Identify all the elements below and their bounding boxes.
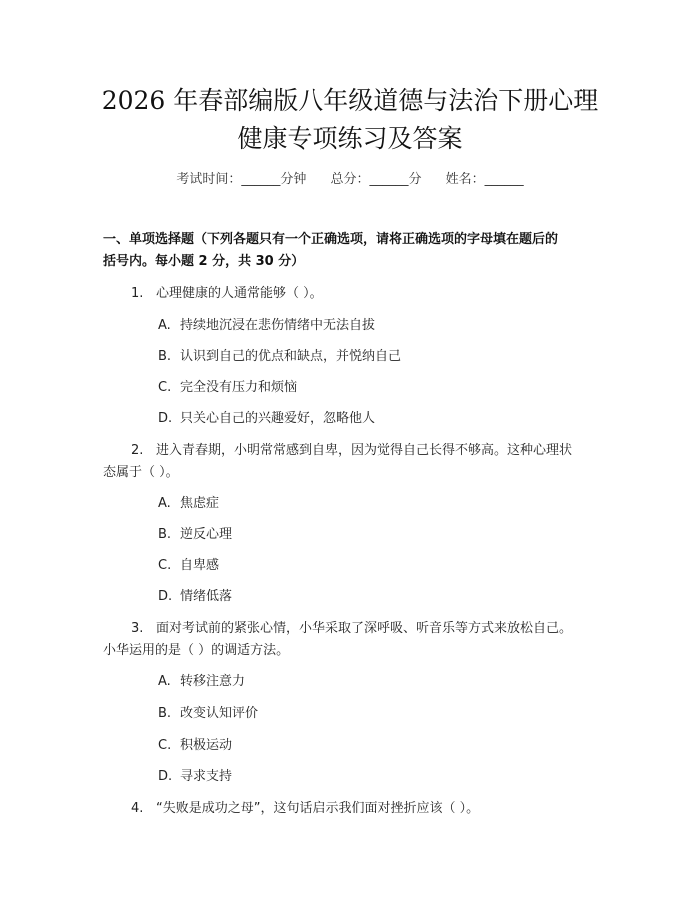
option-letter: A. (158, 674, 171, 689)
option-letter: D. (158, 769, 173, 784)
option-text: 认识到自己的优点和缺点，并悦纳自己 (180, 349, 402, 364)
question-number: 2. (131, 443, 144, 458)
section-heading-line1: 一、单项选择题（下列各题只有一个正确选项，请将正确选项的字母填在题后的 (103, 232, 559, 247)
question-number: 1. (131, 286, 144, 301)
option-letter: C. (158, 380, 172, 395)
option-text: 完全没有压力和烦恼 (180, 380, 298, 395)
option-letter: B. (158, 706, 172, 721)
option-text: 改变认知评价 (180, 706, 259, 721)
option-text: 持续地沉浸在悲伤情绪中无法自拔 (180, 318, 376, 333)
question-text: 面对考试前的紧张心情，小华采取了深呼吸、听音乐等方式来放松自己。 (156, 621, 573, 636)
option-text: 转移注意力 (180, 674, 246, 689)
option-text: 逆反心理 (180, 527, 233, 542)
exam-time-field: 考试时间：______分钟 (176, 172, 307, 187)
option-letter: C. (158, 738, 172, 753)
section-heading-line2: 括号内。每小题 2 分，共 30 分） (103, 254, 305, 269)
question-2-option-c (158, 556, 598, 576)
question-1-option-d (158, 409, 598, 429)
option-letter: D. (158, 411, 173, 426)
option-letter: A. (158, 318, 171, 333)
total-score-field: 总分：______分 (330, 172, 422, 187)
option-text: 情绪低落 (180, 589, 233, 604)
question-1-option-c (158, 378, 598, 398)
question-1-option-b (158, 347, 598, 367)
option-letter: B. (158, 527, 172, 542)
question-2-option-d (158, 587, 598, 607)
option-letter: D. (158, 589, 173, 604)
option-letter: C. (158, 558, 172, 573)
option-text: 自卑感 (180, 558, 220, 573)
question-number: 4. (131, 801, 144, 816)
question-number: 3. (131, 621, 144, 636)
option-text: 焦虑症 (180, 496, 220, 511)
question-text: “失败是成功之母”，这句话启示我们面对挫折应该（ ）。 (156, 801, 480, 816)
question-3 (103, 618, 600, 640)
question-3-option-d (158, 767, 598, 787)
question-1 (103, 283, 600, 305)
question-3-option-c (158, 736, 598, 756)
option-text: 只关心自己的兴趣爱好，忽略他人 (180, 411, 376, 426)
page-title-line1: 2026 年春部编版八年级道德与法治下册心理 (101, 86, 599, 115)
question-2-option-b (158, 525, 598, 545)
question-2-option-a (158, 494, 598, 514)
question-3-option-a (158, 672, 598, 692)
option-text: 寻求支持 (180, 769, 233, 784)
student-name-field: 姓名：______ (445, 172, 524, 187)
exam-meta (0, 168, 700, 187)
question-2-continued: 态属于（ ）。 (103, 465, 179, 480)
option-text: 积极运动 (180, 738, 233, 753)
question-text: 进入青春期，小明常常感到自卑，因为觉得自己长得不够高。这种心理状 (156, 443, 573, 458)
question-1-option-a (158, 316, 598, 336)
option-letter: A. (158, 496, 171, 511)
option-letter: B. (158, 349, 172, 364)
question-3-option-b (158, 704, 598, 724)
question-text: 心理健康的人通常能够（ ）。 (156, 286, 323, 301)
question-3-continued: 小华运用的是（ ）的调适方法。 (103, 643, 290, 658)
question-2 (103, 440, 600, 462)
question-4 (103, 798, 600, 820)
page-title-line2: 健康专项练习及答案 (237, 124, 463, 153)
